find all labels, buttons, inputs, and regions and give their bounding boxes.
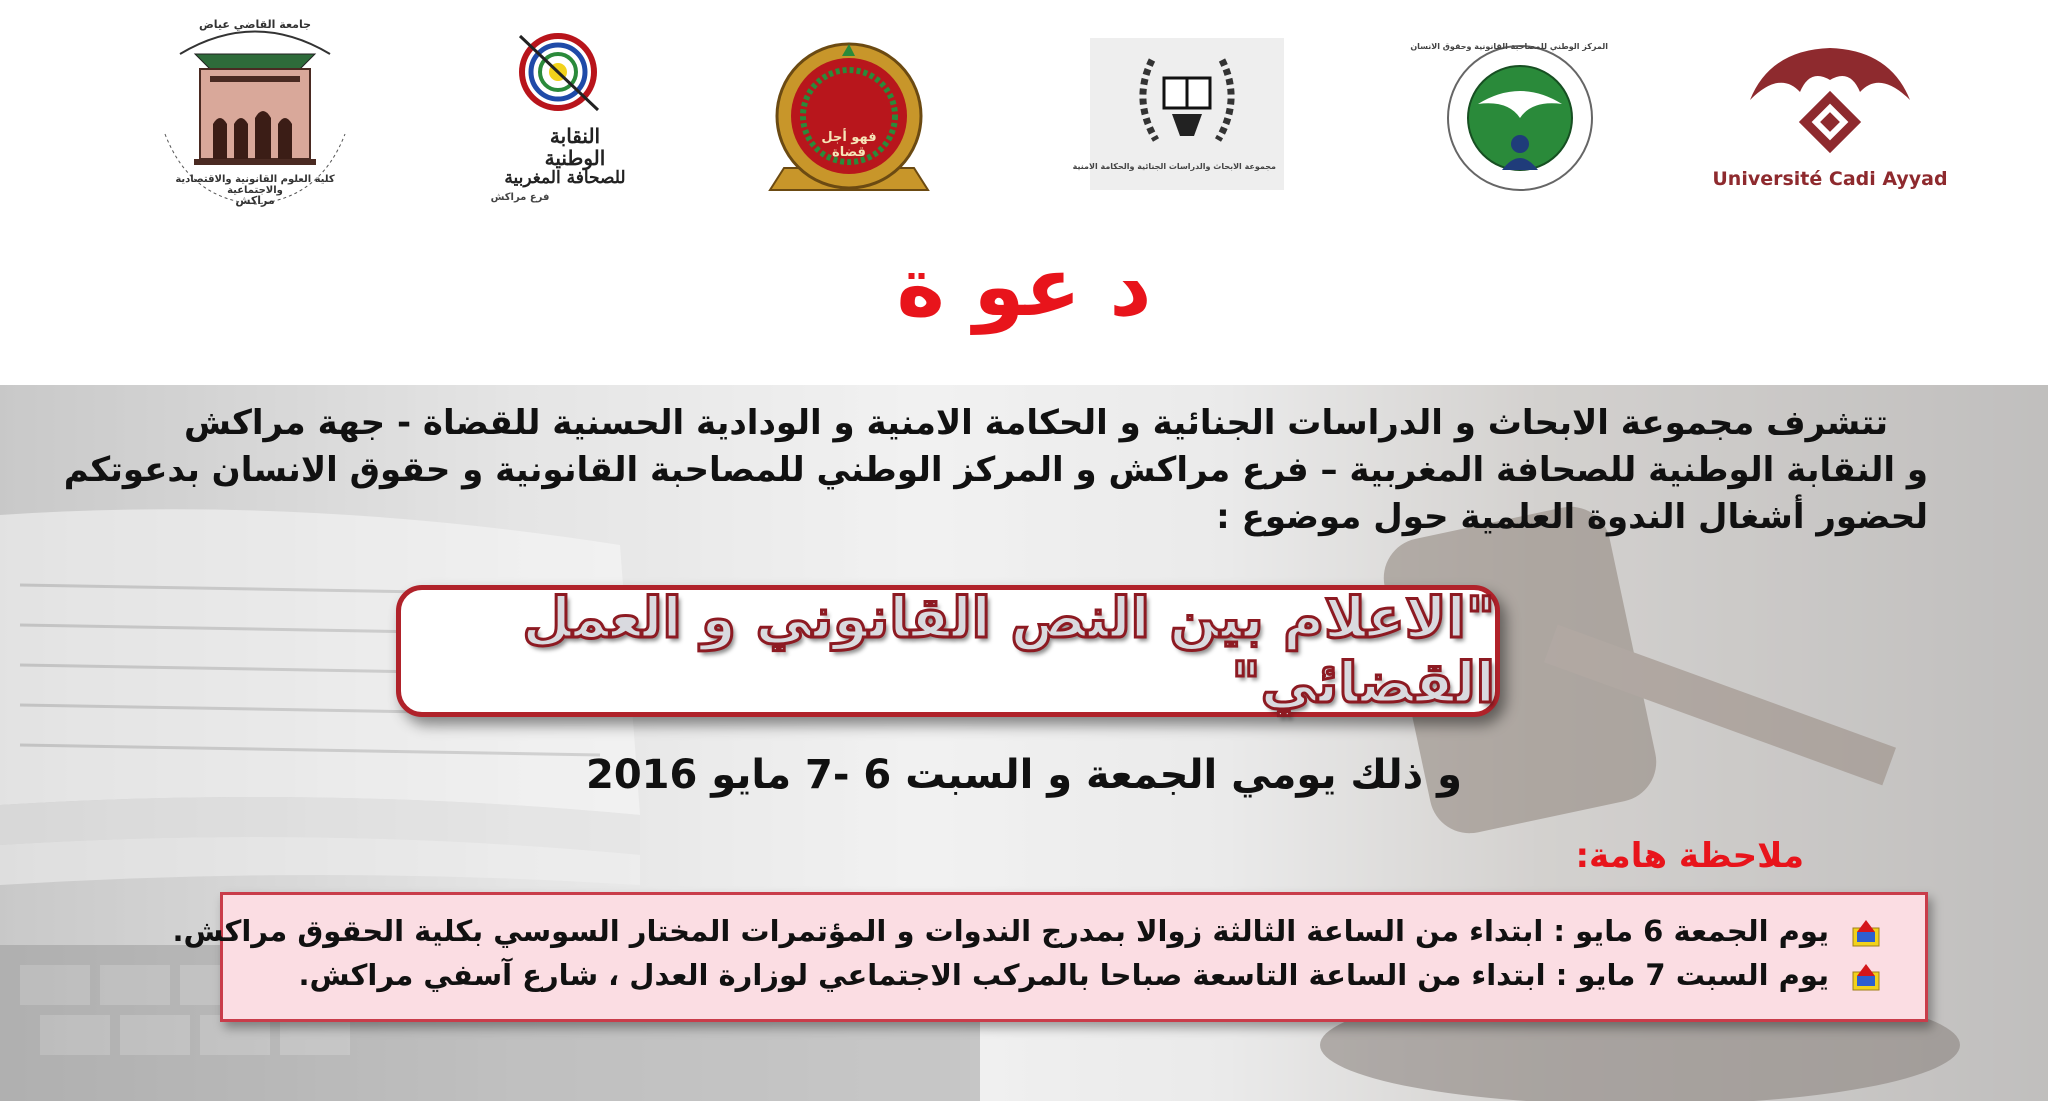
press-union-branch: فرع مراكش bbox=[490, 192, 550, 203]
arrow-down-bullet-icon bbox=[1851, 960, 1881, 990]
research-group-logo bbox=[1072, 38, 1284, 190]
intro-text bbox=[63, 400, 1928, 541]
judges-association-logo bbox=[760, 30, 938, 198]
faculty-logo bbox=[150, 14, 360, 214]
press-union-logo bbox=[490, 26, 640, 216]
intro-line-2: و النقابة الوطنية للصحافة المغربية – فرع مراكش و المركز الوطني للمصاحبة القانونية و حقوق الانسان بدعوتكم bbox=[63, 450, 1928, 490]
faculty-caption-arc: كلية العلوم القانونية والاقتصادية والاجتماعية bbox=[175, 174, 335, 196]
press-union-line1: النقابة bbox=[549, 124, 601, 148]
research-group-caption: مجموعة الابحاث والدراسات الجنائية والحكامة الامنية bbox=[1072, 162, 1276, 171]
schedule-item-text: يوم السبت 7 مايو : ابتداء من الساعة التاسعة صباحا بالمركب الاجتماعي لوزارة العدل ، شارع آسفي مراكش. bbox=[298, 958, 1829, 992]
schedule-item bbox=[223, 953, 1881, 997]
university-name: Université Cadi Ayyad bbox=[1712, 168, 1948, 190]
faculty-caption-city: مراكش bbox=[235, 194, 275, 207]
intro-line-1: تتشرف مجموعة الابحاث و الدراسات الجنائية و الحكامة الامنية و الودادية الحسنية للقضاة - جهة مراكش bbox=[184, 403, 1888, 443]
intro-line-3: لحضور أشغال الندوة العلمية حول موضوع : bbox=[1216, 497, 1928, 537]
arrow-down-bullet-icon bbox=[1851, 916, 1881, 946]
schedule-item bbox=[172, 909, 1881, 953]
press-union-line2: الوطنية bbox=[544, 146, 606, 170]
judges-association-motto: فهو أجل قضاة bbox=[821, 130, 877, 160]
note-label: ملاحظة هامة: bbox=[1575, 836, 1804, 876]
topic-title: "الاعلام بين النص القانوني و العمل القضائي" bbox=[522, 586, 1495, 716]
center-logo bbox=[1410, 42, 1608, 194]
faculty-caption-top: جامعة القاضي عياض bbox=[198, 18, 312, 31]
center-caption: المركز الوطني للمصاحبة القانونية وحقوق الانسان bbox=[1410, 42, 1608, 51]
university-logo bbox=[1710, 40, 1950, 200]
topic-box bbox=[396, 585, 1500, 717]
invitation-title: د عو ة bbox=[896, 240, 1152, 335]
schedule-box bbox=[172, 892, 1928, 1022]
event-date: و ذلك يومي الجمعة و السبت 6 -7 مايو 2016 bbox=[585, 752, 1462, 798]
schedule-item-text: يوم الجمعة 6 مايو : ابتداء من الساعة الثالثة زوالا بمدرج الندوات و المؤتمرات المختار السوسي بكلية الحقوق مراكش. bbox=[172, 914, 1829, 948]
logos-strip bbox=[0, 0, 2048, 230]
press-union-line3: للصحافة المغربية bbox=[504, 168, 626, 188]
